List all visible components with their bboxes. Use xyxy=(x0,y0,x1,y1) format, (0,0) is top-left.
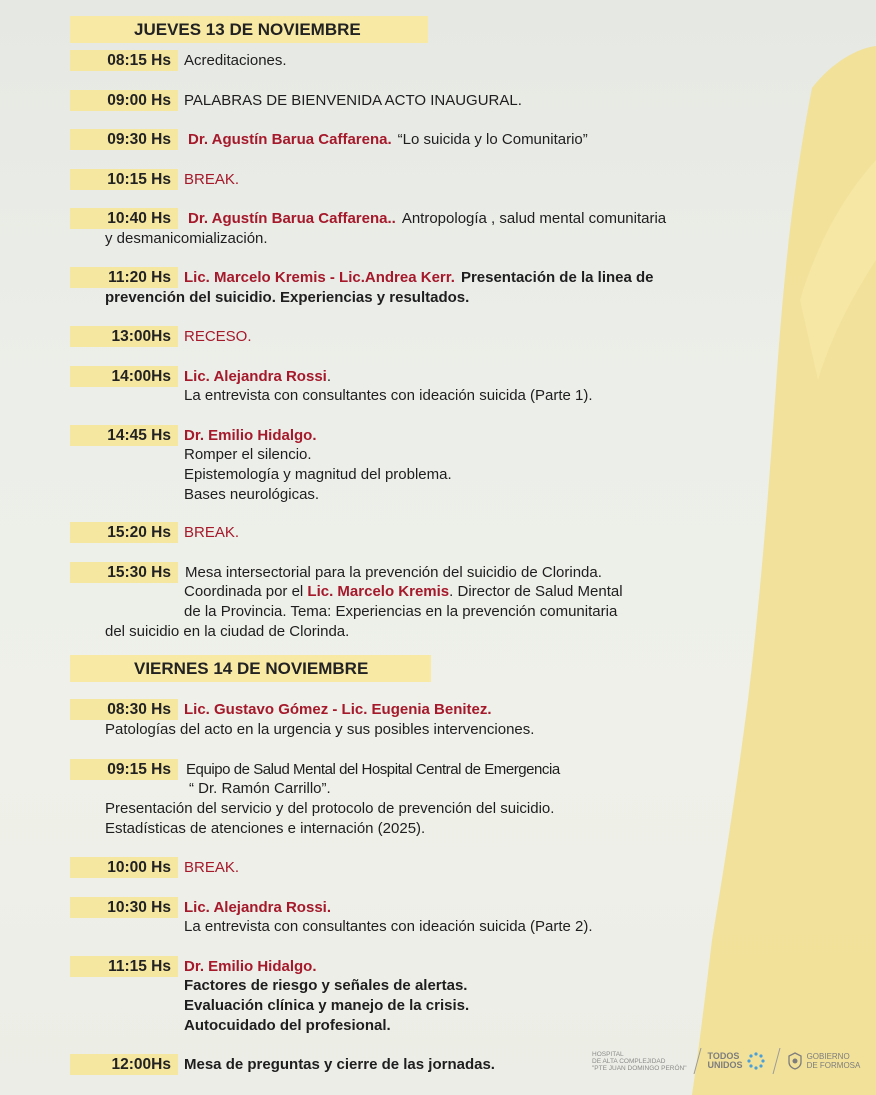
todos-unidos-logo: TODOS UNIDOS xyxy=(708,1051,766,1071)
talk-title: Patologías del acto en la urgencia y sus posibles intervenciones. xyxy=(105,721,535,738)
time-label: 09:00 Hs xyxy=(70,90,178,111)
time-label: 11:20 Hs xyxy=(70,267,178,288)
speaker-name: Lic. Marcelo Kremis xyxy=(307,583,450,600)
coat-of-arms-icon xyxy=(787,1052,803,1070)
topic-line: Romper el silencio. xyxy=(184,446,312,463)
coordination-prefix: Coordinada por el xyxy=(184,583,308,600)
description-line: de la Provincia. Tema: Experiencias en la prevención comunitaria xyxy=(184,603,618,620)
description-line: del suicidio en la ciudad de Clorinda. xyxy=(105,623,350,640)
speaker-name: Dr. Agustín Barua Caffarena.. xyxy=(188,210,396,227)
day1-header xyxy=(70,16,428,43)
time-label: 10:40 Hs xyxy=(70,208,178,229)
speaker-name: Dr. Emilio Hidalgo. xyxy=(184,958,317,975)
time-label: 15:20 Hs xyxy=(70,522,178,543)
speaker-name: Lic. Marcelo Kremis - Lic.Andrea Kerr. xyxy=(184,269,455,286)
topic-line: Evaluación clínica y manejo de la crisis. xyxy=(184,997,470,1014)
break-label: BREAK. xyxy=(184,171,240,188)
talk-title-continued: prevención del suicidio. Experiencias y resultados. xyxy=(105,289,470,306)
speaker-name: Dr. Agustín Barua Caffarena. xyxy=(188,131,392,148)
topic-line: Autocuidado del profesional. xyxy=(184,1017,391,1034)
description-line: Estadísticas de atenciones e internación (2025). xyxy=(105,820,426,837)
entry-text: PALABRAS DE BIENVENIDA ACTO INAUGURAL. xyxy=(184,92,522,109)
talk-title: “Lo suicida y lo Comunitario” xyxy=(397,131,588,148)
speaker-name: Lic. Gustavo Gómez - Lic. Eugenia Benitez. xyxy=(184,701,492,718)
talk-title: Presentación de la linea de xyxy=(460,269,654,286)
break-label: BREAK. xyxy=(184,859,240,876)
speaker-name: Dr. Emilio Hidalgo. xyxy=(184,427,317,444)
closing-text: Mesa de preguntas y cierre de las jornadas. xyxy=(184,1056,495,1073)
time-label: 14:45 Hs xyxy=(70,425,178,446)
time-label: 11:15 Hs xyxy=(70,956,178,977)
time-label: 08:15 Hs xyxy=(70,50,178,71)
hospital-name: “ Dr. Ramón Carrillo”. xyxy=(189,780,331,797)
team-name: Equipo de Salud Mental del Hospital Central de Emergencia xyxy=(186,761,560,778)
talk-title: La entrevista con consultantes con ideación suicida (Parte 1). xyxy=(184,387,593,404)
talk-title: Antropología , salud mental comunitaria xyxy=(401,210,667,227)
time-label: 08:30 Hs xyxy=(70,699,178,720)
gobierno-logo: GOBIERNO DE FORMOSA xyxy=(787,1052,861,1070)
time-label: 09:15 Hs xyxy=(70,759,178,780)
coordination-suffix: . Director de Salud Mental xyxy=(449,583,623,600)
entry-text: Acreditaciones. xyxy=(184,52,287,69)
hospital-logo: HOSPITAL DE ALTA COMPLEJIDAD "PTE JUAN DOMINGO PERÓN" xyxy=(592,1050,687,1072)
time-label: 14:00Hs xyxy=(70,366,178,387)
dots-circle-icon xyxy=(746,1051,766,1071)
time-label: 15:30 Hs xyxy=(70,562,178,583)
talk-title: Mesa intersectorial para la prevención del suicidio de Clorinda. xyxy=(185,564,602,581)
day2-header xyxy=(70,655,431,682)
topic-line: Bases neurológicas. xyxy=(184,486,320,503)
time-label: 10:15 Hs xyxy=(70,169,178,190)
talk-title-continued: y desmanicomialización. xyxy=(105,230,268,247)
talk-title: La entrevista con consultantes con ideación suicida (Parte 2). xyxy=(184,918,593,935)
speaker-suffix: . xyxy=(326,368,331,385)
time-label: 10:30 Hs xyxy=(70,897,178,918)
description-line: Presentación del servicio y del protocolo de prevención del suicidio. xyxy=(105,800,555,817)
footer-logos xyxy=(592,1046,860,1076)
recess-label: RECESO. xyxy=(184,328,252,345)
time-label: 12:00Hs xyxy=(70,1054,178,1075)
break-label: BREAK. xyxy=(184,524,240,541)
time-label: 09:30 Hs xyxy=(70,129,178,150)
speaker-name: Lic. Alejandra Rossi. xyxy=(184,899,331,916)
logo-divider xyxy=(772,1048,780,1074)
logo-divider xyxy=(693,1048,701,1074)
speaker-name: Lic. Alejandra Rossi xyxy=(184,368,327,385)
time-label: 13:00Hs xyxy=(70,326,178,347)
topic-line: Factores de riesgo y señales de alertas. xyxy=(184,977,468,994)
time-label: 10:00 Hs xyxy=(70,857,178,878)
topic-line: Epistemología y magnitud del problema. xyxy=(184,466,452,483)
day2-title: VIERNES 14 DE NOVIEMBRE xyxy=(134,659,369,678)
day1-title: JUEVES 13 DE NOVIEMBRE xyxy=(134,20,361,39)
